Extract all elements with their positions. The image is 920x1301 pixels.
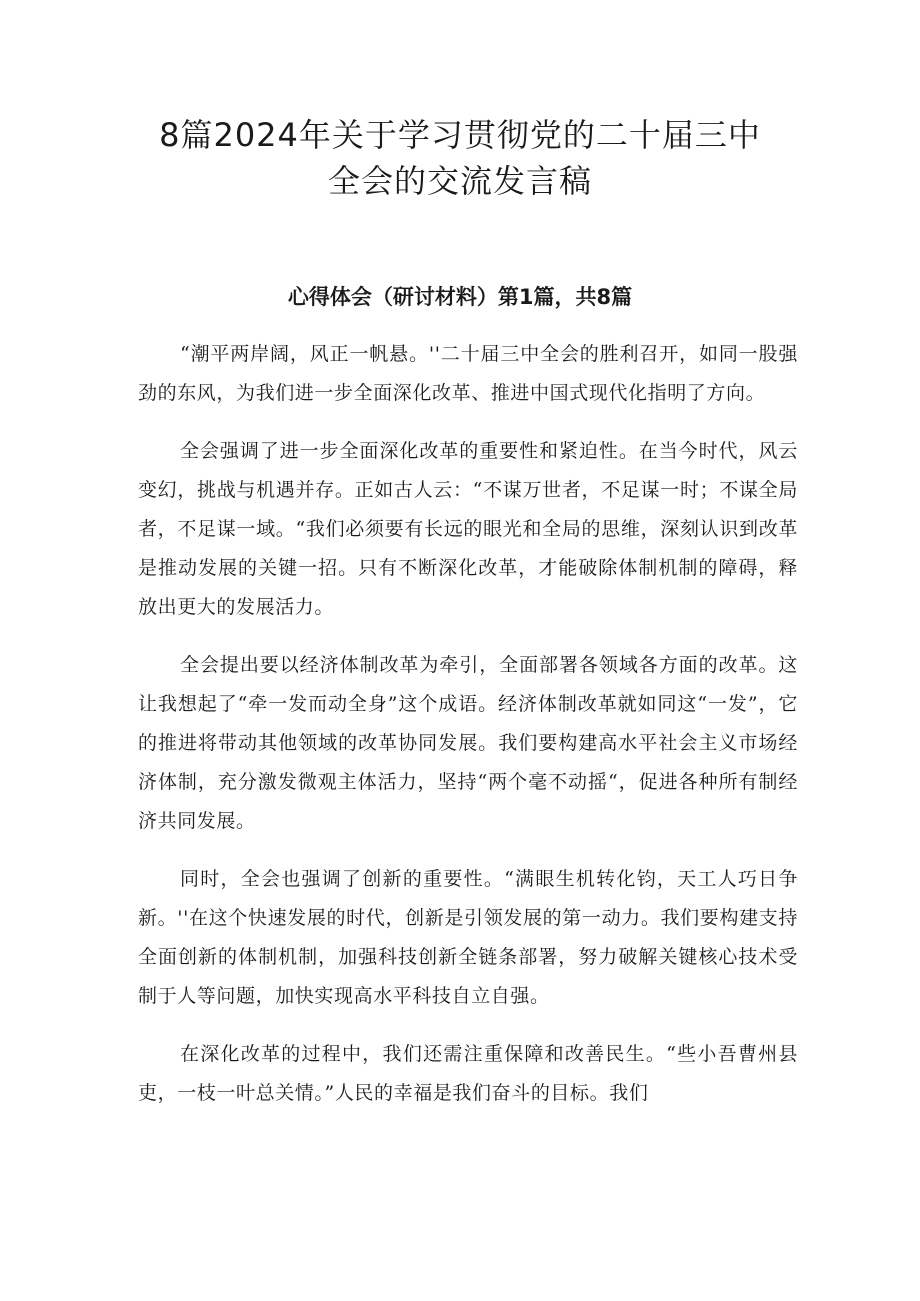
- paragraph-4: 同时，全会也强调了创新的重要性。“满眼生机转化钧，天工人巧日争新。''在这个快速发展的时代，创新是引领发展的第一动力。我们要构建支持全面创新的体制机制，加强科技创新全链条部署，努力破解关键核心技术受制于人等问题，加快实现高水平科技自立自强。: [138, 868, 798, 1007]
- document-title-line-2: 全会的交流发言稿: [327, 162, 592, 200]
- paragraph-5: 在深化改革的过程中，我们还需注重保障和改善民生。“些小吾曹州县吏，一枝一叶总关情。”人民的幸福是我们奋斗的目标。我们: [138, 1043, 798, 1104]
- document-title: [130, 112, 790, 204]
- document-body: [138, 335, 798, 1132]
- document-title-line-1: 8篇2024年关于学习贯彻党的二十届三中: [159, 116, 761, 154]
- paragraph-2: 全会强调了进一步全面深化改革的重要性和紧迫性。在当今时代，风云变幻，挑战与机遇并存。正如古人云：“不谋万世者，不足谋一时；不谋全局者，不足谋一域。“我们必须要有长远的眼光和全局的思维，深刻认识到改革是推动发展的关键一招。只有不断深化改革，才能破除体制机制的障碍，释放出更大的发展活力。: [138, 440, 798, 618]
- paragraph-1: “潮平两岸阔，风正一帆悬。''二十届三中全会的胜利召开，如同一股强劲的东风，为我们进一步全面深化改革、推进中国式现代化指明了方向。: [138, 343, 798, 404]
- paragraph-3: 全会提出要以经济体制改革为牵引，全面部署各领域各方面的改革。这让我想起了“牵一发而动全身”这个成语。经济体制改革就如同这“一发”，它的推进将带动其他领域的改革协同发展。我们要构建高水平社会主义市场经济体制，充分激发微观主体活力，坚持“两个毫不动摇“，促进各种所有制经济共同发展。: [138, 654, 798, 832]
- section-heading: 心得体会（研讨材料）第1篇，共8篇: [287, 285, 633, 309]
